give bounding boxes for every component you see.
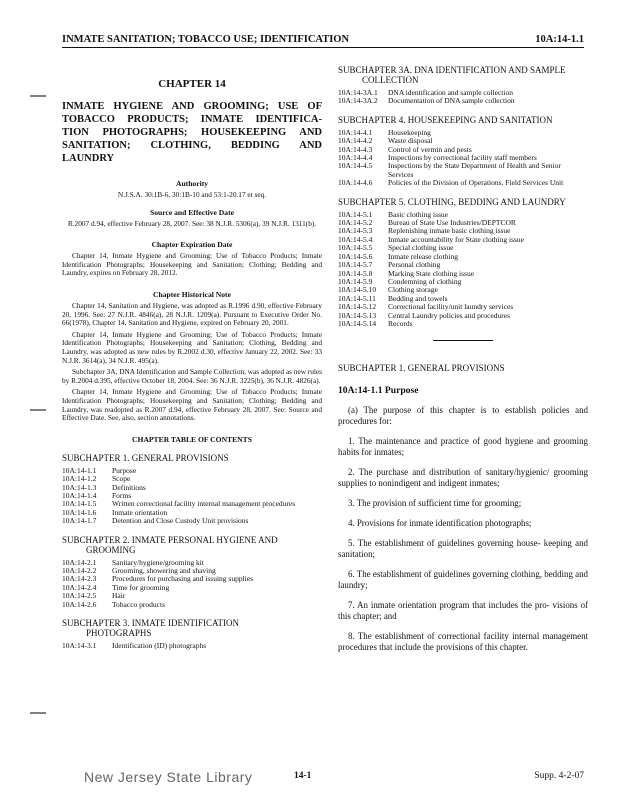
right-column xyxy=(338,65,588,653)
chapter-number: CHAPTER 14 xyxy=(158,78,226,90)
body-paragraph: 6. The establishment of guidelines governing clothing, bedding and laundry; xyxy=(338,569,588,591)
toc-section-number: 10A:14-5.5 xyxy=(338,243,373,253)
toc-section-title: Special clothing issue xyxy=(388,243,454,253)
toc-section-title: Inspections by correctional facility staff members xyxy=(388,153,537,163)
header-title: INMATE SANITATION; TOBACCO USE; IDENTIFICATION xyxy=(62,34,350,45)
toc-section-title: Bureau of State Use Industries/DEPTCOR xyxy=(388,218,516,228)
toc-list xyxy=(338,211,588,329)
toc-section-title: Tobacco products xyxy=(112,599,165,609)
toc-row xyxy=(62,584,322,592)
subchapter-title-text: SUBCHAPTER 3. INMATE IDENTIFICATION xyxy=(62,617,239,628)
toc-section-title: Records xyxy=(388,318,413,328)
page-number: 14-1 xyxy=(294,771,312,781)
toc-subchapter-title xyxy=(338,115,588,125)
expiration-heading: Chapter Expiration Date xyxy=(151,240,233,250)
toc-section-number: 10A:14-5.14 xyxy=(338,318,377,328)
toc-section-title: Central Laundry policies and procedures xyxy=(388,310,511,320)
divider xyxy=(433,340,493,341)
body-paragraph: 1. The maintenance and practice of good hygiene and grooming habits for inmates; xyxy=(338,436,588,458)
toc-list xyxy=(338,129,588,188)
toc-row xyxy=(338,236,588,244)
toc-section-title: Inmate orientation xyxy=(112,507,168,517)
toc-section-number: 10A:14-5.10 xyxy=(338,285,377,295)
toc-row xyxy=(338,162,588,179)
toc-section-number: 10A:14-2.3 xyxy=(62,574,97,584)
toc-section-number: 10A:14-4.3 xyxy=(338,144,373,154)
toc-section-number: 10A:14-3A.2 xyxy=(338,96,378,106)
toc-section-title: Definitions xyxy=(112,482,146,492)
section-heading: 10A:14-1.1 Purpose xyxy=(338,385,419,397)
toc-section-title: Basic clothing issue xyxy=(388,209,448,219)
toc-row xyxy=(62,517,322,525)
body-paragraph: (a) The purpose of this chapter is to establish policies and procedures for: xyxy=(338,405,588,427)
toc-row xyxy=(62,592,322,600)
toc-right xyxy=(338,65,588,328)
toc-section-title: Control of vermin and pests xyxy=(388,144,472,154)
toc-section-title: Identification (ID) photographs xyxy=(112,640,207,650)
toc-section-title: Inmate accountability for State clothing issue xyxy=(388,234,525,244)
toc-section-number: 10A:14-1.7 xyxy=(62,516,97,526)
toc-row xyxy=(62,467,322,475)
toc-section-number: 10A:14-4.2 xyxy=(338,136,373,146)
body-paragraph: 8. The establishment of correctional facility internal management procedures that include the provisions of this chapter. xyxy=(338,631,588,653)
toc-section-number: 10A:14-2.4 xyxy=(62,582,97,592)
toc-section-number: 10A:14-5.11 xyxy=(338,293,376,303)
subchapter-title-text: SUBCHAPTER 4. HOUSEKEEPING AND SANITATION xyxy=(338,114,553,125)
toc-section-title: Clothing storage xyxy=(388,285,438,295)
header-section-number: 10A:14-1.1 xyxy=(535,34,584,45)
toc-section-number: 10A:14-5.7 xyxy=(338,260,373,270)
toc-row xyxy=(62,601,322,609)
history-paragraph: Subchapter 3A, DNA Identification and Sample Collection, was adopted as new rules by R.2004 d.395, effective October 18, 2004. See: 36 N.J.R. 3225(b), 36 N.J.R. 4826(a). xyxy=(62,367,322,385)
toc-section-number: 10A:14-1.2 xyxy=(62,474,97,484)
toc-section-title: Hair xyxy=(112,591,126,601)
toc-subchapter-title xyxy=(62,535,322,555)
toc-section-title: Scope xyxy=(112,474,131,484)
toc-row xyxy=(338,179,588,187)
toc-section-number: 10A:14-1.4 xyxy=(62,490,97,500)
source-heading: Source and Effective Date xyxy=(149,207,234,217)
toc-subchapter-title xyxy=(338,65,588,85)
body-paragraph: 2. The purchase and distribution of sanitary/hygienic/ grooming supplies to nonindigent and indigent inmates; xyxy=(338,467,588,489)
toc-section-title: Detention and Close Custody Unit provisions xyxy=(112,516,249,526)
toc-section-number: 10A:14-5.12 xyxy=(338,302,377,312)
toc-section-number: 10A:14-3.1 xyxy=(62,640,97,650)
toc-section-number: 10A:14-4.6 xyxy=(338,178,373,188)
toc-row xyxy=(62,500,322,508)
source-text: R.2007 d.94, effective February 28, 2007. See: 38 N.J.R. 5306(a), 39 N.J.R. 1311(b). xyxy=(67,218,317,228)
body-paragraph: 4. Provisions for inmate identification photographs; xyxy=(348,518,532,529)
toc-row xyxy=(338,320,588,328)
toc-section-number: 10A:14-1.1 xyxy=(62,465,97,475)
margin-mark-icon xyxy=(30,408,46,412)
toc-row xyxy=(62,475,322,483)
toc-section-number: 10A:14-5.6 xyxy=(338,251,373,261)
toc-section-number: 10A:14-3A.1 xyxy=(338,88,378,97)
toc-section-number: 10A:14-5.3 xyxy=(338,226,373,236)
history-paragraph: Chapter 14, Sanitation and Hygiene, was adopted as R.1996 d.90, effective February 20, 1996. See: 27 N.J.R. 4846(a), 28 N.J.R. 1209(a). Pursuant to Executive Order No. 66(1978), Chapter 14, Sanitation and Hygiene, expired on February 20, 2001. xyxy=(62,300,322,328)
toc-row xyxy=(338,270,588,278)
body-subchapter: SUBCHAPTER 1. GENERAL PROVISIONS xyxy=(338,363,505,374)
toc-list xyxy=(338,89,588,106)
toc-section-title: Marking State clothing issue xyxy=(388,268,475,278)
body-paragraph: 5. The establishment of guidelines governing house- keeping and sanitation; xyxy=(338,538,588,560)
toc-section-number: 10A:14-4.5 xyxy=(338,161,373,171)
toc-section-number: 10A:14-5.13 xyxy=(338,310,377,320)
toc-section-number: 10A:14-2.5 xyxy=(62,591,97,601)
toc-row xyxy=(62,642,322,650)
toc-section-number: 10A:14-4.4 xyxy=(338,153,373,163)
toc-section-title: Written correctional facility internal management procedures xyxy=(112,499,296,509)
toc-row xyxy=(338,97,588,105)
toc-list xyxy=(62,559,322,609)
toc-section-number: 10A:14-2.2 xyxy=(62,565,97,575)
toc-section-number: 10A:14-1.3 xyxy=(62,482,97,492)
toc-section-title: Correctional facility/unit laundry services xyxy=(388,302,514,312)
subchapter-title-text: SUBCHAPTER 3A. DNA IDENTIFICATION AND SAMPLE xyxy=(338,65,566,75)
toc-section-number: 10A:14-1.5 xyxy=(62,499,97,509)
toc-list xyxy=(62,467,322,526)
toc-list xyxy=(62,642,322,650)
toc-row xyxy=(62,575,322,583)
toc-section-title: Bedding and towels xyxy=(388,293,448,303)
toc-section-number: 10A:14-2.6 xyxy=(62,599,97,609)
toc-section-title: DNA identification and sample collection xyxy=(388,88,513,97)
toc-section-title: Waste disposal xyxy=(388,136,433,146)
toc-left xyxy=(62,453,322,651)
toc-section-title: Condemning of clothing xyxy=(388,276,462,286)
toc-row xyxy=(338,253,588,261)
toc-section-number: 10A:14-5.9 xyxy=(338,276,373,286)
toc-row xyxy=(338,244,588,252)
toc-heading: CHAPTER TABLE OF CONTENTS xyxy=(132,434,252,444)
toc-section-title: Policies of the Division of Operations, Field Services Unit xyxy=(388,178,564,188)
toc-section-title: Time for grooming xyxy=(112,582,170,592)
history-notes xyxy=(62,302,322,423)
history-paragraph: Chapter 14, Inmate Hygiene and Grooming; Use of Tobacco Products; Inmate Identification Photographs; Housekeeping and Sanitation; Clothing, Bedding and Laundry, was adopted as new rules by R.2002 d.30, effective January 22, 2002. See: 33 N.J.R. 3614(a), 34 N.J.R. 495(a). xyxy=(62,329,322,365)
toc-section-title: Inmate release clothing xyxy=(388,251,458,261)
body-paragraphs xyxy=(338,405,588,653)
toc-section-number: 10A:14-5.2 xyxy=(338,218,373,228)
subchapter-title-cont: COLLECTION xyxy=(362,75,419,85)
left-column xyxy=(62,72,322,650)
authority-text: N.J.S.A. 30:1B-6, 30:1B-10 and 53:1-20.17 et seq. xyxy=(117,190,267,199)
toc-section-title: Procedures for purchasing and issuing supplies xyxy=(112,574,254,584)
toc-section-title: Documentation of DNA sample collection xyxy=(388,96,515,106)
toc-section-title: Purpose xyxy=(112,465,137,475)
toc-section-title: Inspections by the State Department of Health and Senior Services xyxy=(388,161,561,179)
history-paragraph: Chapter 14, Inmate Hygiene and Grooming; Use of Tobacco Products; Inmate Identification Photographs; Housekeeping and Sanitation; Clothing; Bedding and Laundry, was readopted as R.2007 d.94, effective February 28, 2007. See: Source and Effective Date. See, also, section annotations. xyxy=(62,387,322,423)
toc-section-title: Forms xyxy=(112,490,132,500)
toc-subchapter-title xyxy=(62,618,322,638)
subchapter-title-text: SUBCHAPTER 5. CLOTHING, BEDDING AND LAUNDRY xyxy=(338,196,566,207)
margin-mark-icon xyxy=(30,711,46,715)
subchapter-title-cont: GROOMING xyxy=(86,544,136,555)
toc-section-title: Replenishing inmate basic clothing issue xyxy=(388,226,511,236)
toc-section-number: 10A:14-4.1 xyxy=(338,127,373,137)
authority-heading: Authority xyxy=(175,179,209,188)
toc-section-number: 10A:14-5.4 xyxy=(338,234,373,244)
margin-mark-icon xyxy=(30,94,46,98)
toc-section-title: Grooming, showering and shaving xyxy=(112,565,216,575)
supplement-date: Supp. 4-2-07 xyxy=(534,771,584,781)
subchapter-title-text: SUBCHAPTER 1. GENERAL PROVISIONS xyxy=(62,452,229,463)
toc-section-number: 10A:14-2.1 xyxy=(62,557,97,567)
toc-section-title: Personal clothing xyxy=(388,260,441,270)
toc-row xyxy=(338,129,588,137)
toc-row xyxy=(62,484,322,492)
toc-subchapter-title xyxy=(338,197,588,207)
toc-section-number: 10A:14-1.6 xyxy=(62,507,97,517)
subchapter-title-text: SUBCHAPTER 2. INMATE PERSONAL HYGIENE AND xyxy=(62,534,278,545)
body-paragraph: 3. The provision of sufficient time for grooming; xyxy=(348,498,522,509)
toc-section-number: 10A:14-5.8 xyxy=(338,268,373,278)
history-heading: Chapter Historical Note xyxy=(153,289,231,299)
body-paragraph: 7. An inmate orientation program that includes the pro- visions of this chapter; and xyxy=(338,600,588,622)
toc-section-title: Sanitary/hygiene/grooming kit xyxy=(112,557,204,567)
subchapter-title-cont: PHOTOGRAPHS xyxy=(86,627,152,638)
chapter-title: INMATE HYGIENE AND GROOMING; USE OF TOBACCO PRODUCTS; INMATE IDENTIFICA- TION PHOTOGRAPHS; HOUSEKEEPING AND SANITATION; CLOTHING, BEDDING AND LAUNDRY xyxy=(62,101,322,164)
library-watermark: New Jersey State Library xyxy=(84,769,253,785)
toc-section-number: 10A:14-5.1 xyxy=(338,209,373,219)
toc-subchapter-title xyxy=(62,453,322,463)
expiration-text: Chapter 14, Inmate Hygiene and Grooming; Use of Tobacco Products; Inmate Identification Photographs; Housekeeping and Sanitation; Clothing; Bedding and Laundry, expires on February 28, 2012. xyxy=(62,251,322,278)
running-header xyxy=(62,33,584,48)
toc-section-title: Housekeeping xyxy=(388,127,431,137)
